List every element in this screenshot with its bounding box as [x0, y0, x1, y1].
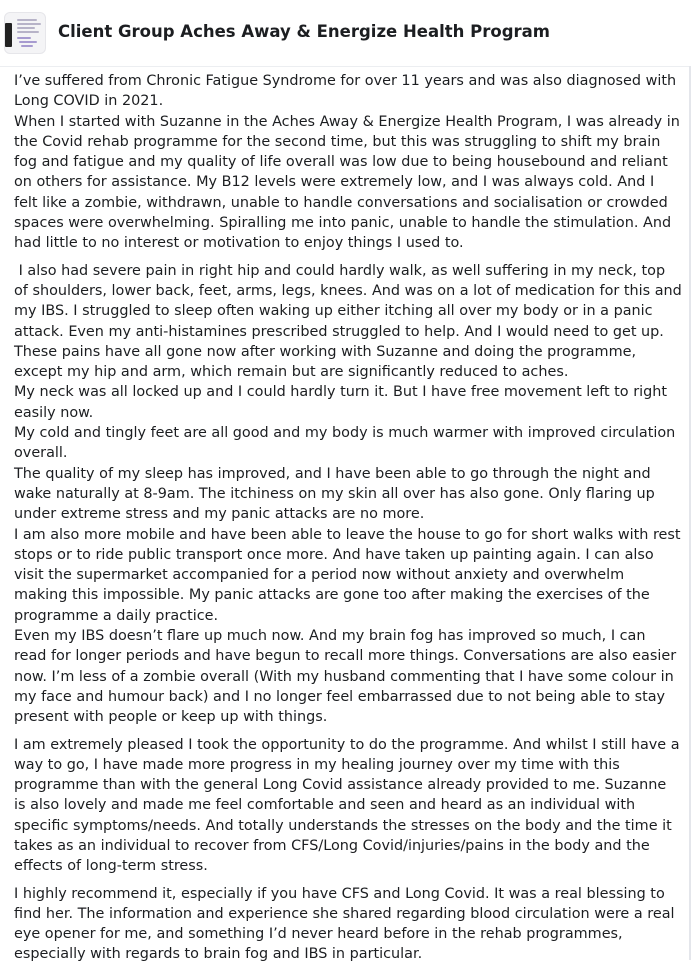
- text-line: These pains have all gone now after working with Suzanne and doing the programme, except my hip and arm, which remain but are significantly reduced to aches.: [14, 343, 637, 381]
- text-line: My neck was all locked up and I could hardly turn it. But I have free movement left to right easily now.: [14, 384, 668, 421]
- group-avatar[interactable]: [4, 12, 46, 54]
- avatar-line: [21, 45, 33, 47]
- avatar-line: [17, 23, 41, 25]
- paragraph-2: [14, 261, 687, 728]
- paragraph-1: [14, 71, 682, 254]
- paragraph-4: [14, 884, 682, 965]
- text-line: I also had severe pain in right hip and could hardly walk, as well suffering in my neck, top of shoulders, lower back, feet, arms, legs, knees. And was on a lot of medication for this and my IBS. I struggled to sleep often waking up either itching all over my body or in a panic attack. Even my anti-histamines prescribed struggled to help. And I would need to get up.: [14, 262, 687, 340]
- text-line: When I started with Suzanne in the Aches Away & Energize Health Program, I was already in the Covid rehab programme for the second time, but this was struggling to shift my brain fog and fatigue and my quality of life overall was low due to being housebound and reliant on others for assistance. My B12 levels were extremely low, and I was always cold. And I felt like a zombie, withdrawn, unable to handle conversations and socialisation or crowded spaces were overwhelming. Spiralling me into panic, unable to handle the stimulation. And had little to no interest or motivation to enjoy things I used to.: [14, 113, 680, 252]
- group-name-link[interactable]: Client Group Aches Away & Energize Health Program: [58, 22, 550, 41]
- text-line: I highly recommend it, especially if you have CFS and Long Covid. It was a real blessing to find her. The information and experience she shared regarding blood circulation were a real eye opener for me, and something I’d never heard before in the rehab programmes, especially with regards to brain fog and IBS in particular.: [14, 885, 675, 963]
- text-line: My cold and tingly feet are all good and my body is much warmer with improved circulation overall.: [14, 425, 676, 462]
- text-line: I’ve suffered from Chronic Fatigue Syndrome for over 11 years and was also diagnosed with Long COVID in 2021.: [14, 73, 677, 110]
- avatar-line: [17, 27, 35, 29]
- avatar-line: [19, 41, 37, 43]
- text-line: I am also more mobile and have been able to leave the house to go for short walks with rest stops or to ride public transport once more. And have taken up painting again. I can also visit the supermarket accompanied for a period now without anxiety and overwhelm making this impossible. My panic attacks are gone too after making the exercises of the programme a daily practice.: [14, 526, 681, 624]
- divider: [0, 66, 691, 67]
- avatar-line: [17, 19, 37, 21]
- paragraph-3: [14, 735, 682, 877]
- post-body: [14, 71, 687, 972]
- post-header: [0, 0, 691, 68]
- avatar-line: [17, 37, 31, 39]
- text-line: The quality of my sleep has improved, and I have been able to go through the night and wake naturally at 8-9am. The itchiness on my skin all over has also gone. Only flaring up under extreme stress and my panic attacks are no more.: [14, 465, 655, 523]
- text-line: I am extremely pleased I took the opportunity to do the programme. And whilst I still have a way to go, I have made more progress in my healing journey over my time with this programme than with the general Long Covid assistance already provided to me. Suzanne is also lovely and made me feel comfortable and seen and heard as an individual with specific symptoms/needs. And totally understands the stresses on the body and the time it takes as an individual to recover from CFS/Long Covid/injuries/pains in the body and the effects of long-term stress.: [14, 736, 680, 875]
- avatar-bar-decoration: [5, 23, 12, 47]
- text-line: Even my IBS doesn’t flare up much now. And my brain fog has improved so much, I can read for longer periods and have begun to recall more things. Conversations are also easier now. I’m less of a zombie overall (With my husband commenting that I have some colour in my face and humour back) and I no longer feel embarrassed due to not being able to stay present with people or keep up with things.: [14, 628, 677, 726]
- avatar-line: [17, 31, 39, 33]
